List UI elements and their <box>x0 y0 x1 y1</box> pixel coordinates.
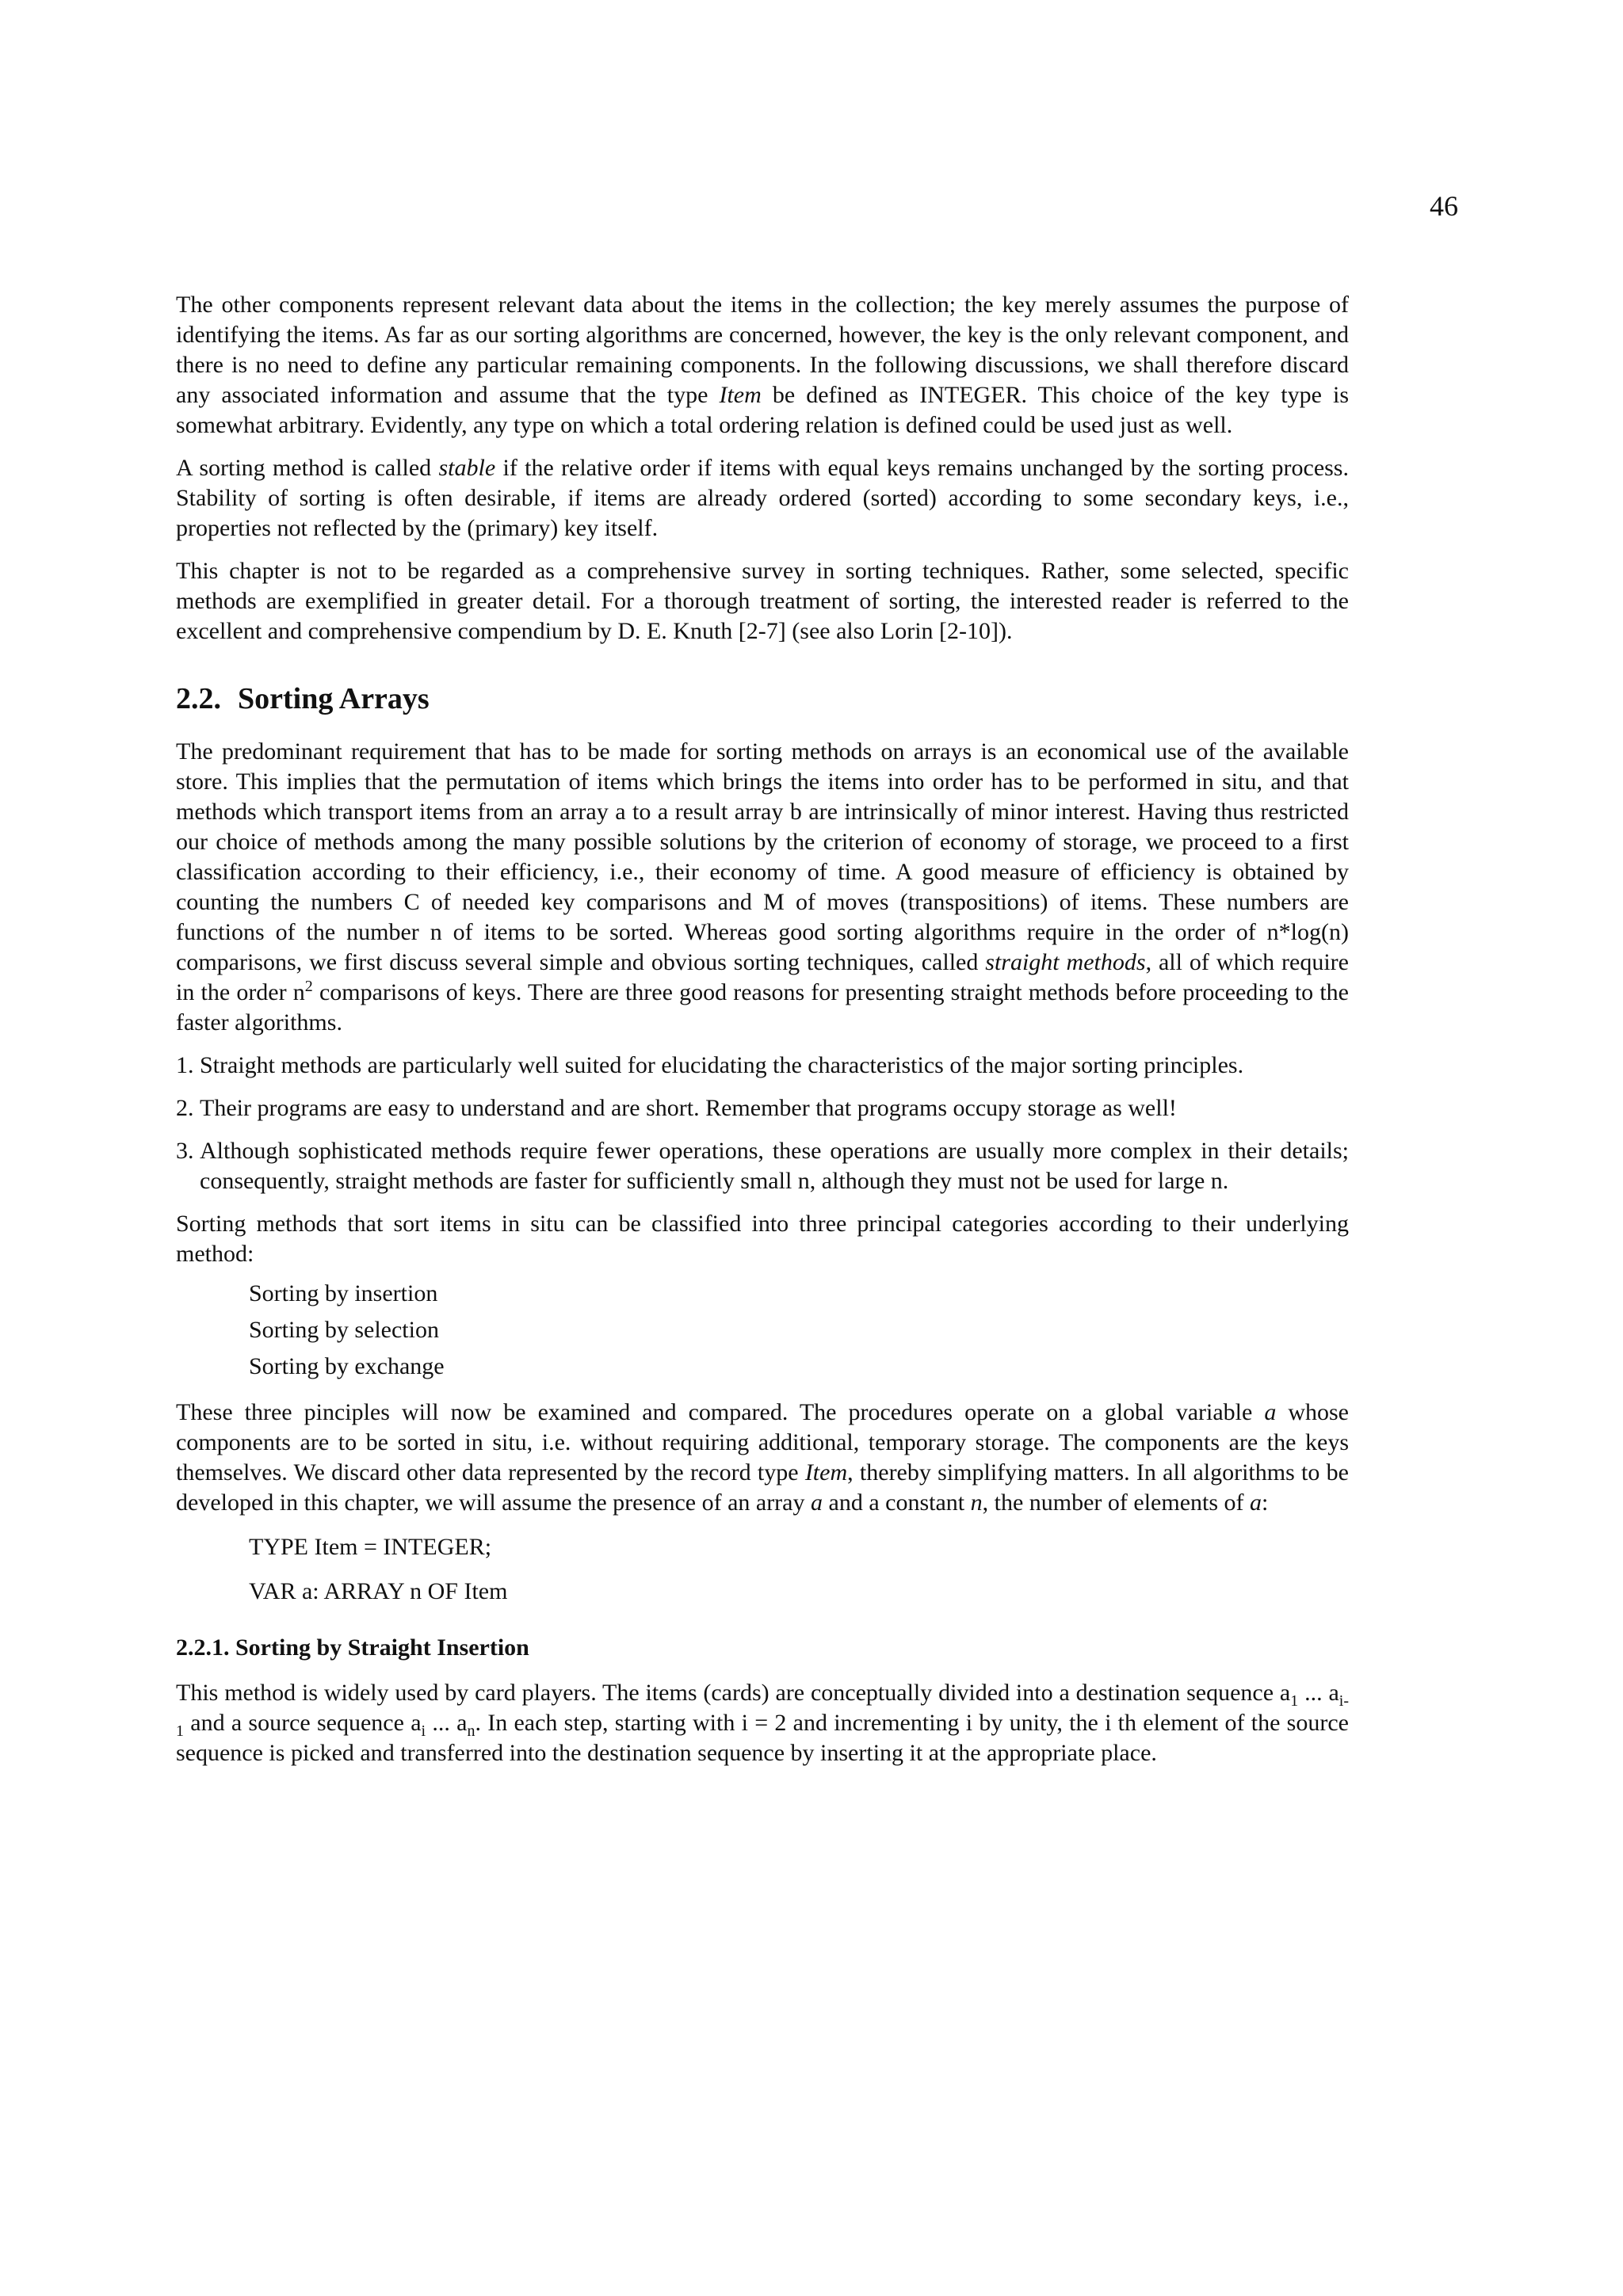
paragraph-array-requirements: The predominant requirement that has to be made for sorting methods on arrays is an economical use of the available store. This implies that the permutation of items which brings the items into order has to be performed in situ, and that methods which transport items from an array a to a result array b are intrinsically of minor interest. Having thus restricted our choice of methods among the many possible solutions by the criterion of economy of storage, we proceed to a first classification according to their efficiency, i.e., their economy of time. A good measure of efficiency is obtained by counting the numbers C of needed key comparisons and M of moves (transpositions) of items. These numbers are functions of the number n of items to be sorted. Whereas good sorting algorithms require in the order of n*log(n) comparisons, we first discuss several simple and obvious sorting techniques, called straight methods, all of which require in the order $n^2$ comparisons of keys. There are three good reasons for presenting straight methods before proceeding to the faster algorithms. <box>176 738 1350 1035</box>
superscript-2: 2 <box>304 978 313 995</box>
emphasis-stable: stable <box>438 455 496 481</box>
paragraph-stable-sorting: A sorting method is called stable if the relative order if items with equal keys remains unchanged by the sorting process. Stability of sorting is often desirable, if items are already ordered (sorted) according to some secondary keys, i.e., properties not reflected by the (primary) key itself. <box>176 455 1349 541</box>
paragraph-survey-note: This chapter is not to be regarded as a comprehensive survey in sorting techniques. Rather, some selected, specific methods are exemplified in greater detail. For a thorough treatment of sorting, the interested reader is referred to the excellent and comprehensive compendium by D. E. Knuth [2-7] (see also Lorin [2-10]). <box>176 558 1349 644</box>
paragraph-key-components: The other components represent relevant data about the items in the collection; the key merely assumes the purpose of identifying the items. As far as our sorting algorithms are concerned, however, the key is the only relevant component, and there is no need to define any particular remaining components. In the following discussions, we shall therefore discard any associated information and assume that the type Item be defined as INTEGER. This choice of the key type is somewhat arbitrary. Evidently, any type on which a total ordering relation is defined could be used just as well. <box>176 292 1349 438</box>
paragraph-straight-insertion: This method is widely used by card players. The items (cards) are conceptually divided into a destination sequence $a_1$ ... $a_{i-1}$ and a source sequence $a_i$ ... $a_n$. In each step, starting with i = 2 and incrementing i by unity, the i th element of the source sequence is picked and transferred into the destination sequence by inserting it at the appropriate place. <box>176 1680 1349 1766</box>
reasons-list <box>176 1051 1349 1196</box>
paragraph-global-variable: These three pinciples will now be examined and compared. The procedures operate on a global variable a whose components are to be sorted in situ, i.e. without requiring additional, temporary storage. The components are the keys themselves. We discard other data represented by the record type Item, thereby simplifying matters. In all algorithms to be developed in this chapter, we will assume the presence of an array a and a constant n, the number of elements of a: <box>176 1399 1350 1516</box>
list-item: 2. Their programs are easy to understand and are short. Remember that programs occupy storage as well! <box>176 1095 1177 1121</box>
section-heading <box>176 681 1349 716</box>
page-number: 46 <box>1430 190 1458 222</box>
section-number: 2.2. <box>176 682 221 715</box>
emphasis-straight-methods: straight methods <box>985 949 1146 975</box>
list-item: Sorting by exchange <box>249 1353 445 1379</box>
emphasis-item: Item <box>719 382 762 408</box>
list-item: Sorting by insertion <box>249 1280 438 1306</box>
subsection-heading: 2.2.1. Sorting by Straight Insertion <box>176 1634 529 1661</box>
code-line-var: VAR a: ARRAY n OF Item <box>249 1578 508 1604</box>
code-line-type: TYPE Item = INTEGER; <box>249 1534 492 1560</box>
list-item: 3. Although sophisticated methods require fewer operations, these operations are usually more complex in their details; consequently, straight methods are faster for sufficiently small n, although they must not be used for large n. <box>176 1138 1349 1194</box>
page-content <box>176 290 1349 1768</box>
section-title: Sorting Arrays <box>238 682 430 715</box>
categories-list <box>176 1276 1349 1385</box>
list-item: Sorting by selection <box>249 1317 439 1343</box>
list-item: 1. Straight methods are particularly well suited for elucidating the characteristics of the major sorting principles. <box>176 1052 1244 1078</box>
paragraph-categories-intro: Sorting methods that sort items in situ can be classified into three principal categories according to their underlying method: <box>176 1211 1349 1267</box>
